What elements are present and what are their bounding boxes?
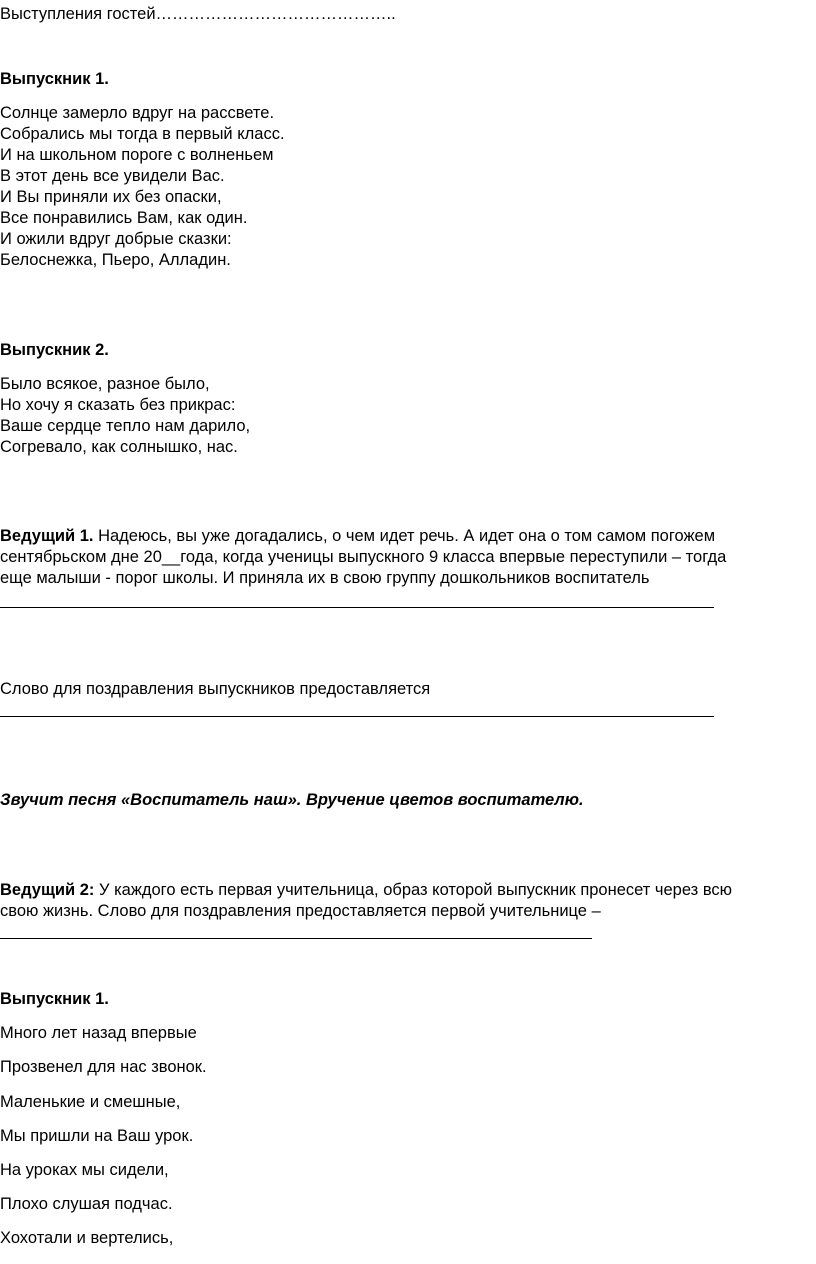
host1-label: Ведущий 1. [0,527,94,545]
block2-line: Согревало, как солнышко, нас. [0,438,238,456]
block1-line: Собрались мы тогда в первый класс. [0,125,285,143]
block1-line: В этот день все увидели Вас. [0,167,225,185]
block2-heading: Выпускник 2. [0,341,109,359]
congrats-line: Слово для поздравления выпускников предоставляется [0,680,431,698]
host1-paragraph-line [0,526,715,547]
block1-line: Белоснежка, Пьеро, Алладин. [0,251,231,269]
blank-rule [0,938,592,939]
block1-line: И Вы приняли их без опаски, [0,188,222,206]
block1-line: И ожили вдруг добрые сказки: [0,230,232,248]
block1-line: И на школьном пороге с волненьем [0,146,274,164]
block2-line: Ваше сердце тепло нам дарило, [0,417,251,435]
blank-rule [0,607,714,608]
intro-line: Выступления гостей…………………………………….. [0,5,396,23]
block3-heading: Выпускник 1. [0,990,109,1008]
block3-line: Много лет назад впервые [0,1024,197,1042]
host1-text: Надеюсь, вы уже догадались, о чем идет речь. А идет она о том самом погожем [93,527,716,545]
host2-text: У каждого есть первая учительница, образ которой выпускник пронесет через всю [94,881,733,899]
host1-paragraph-line: сентябрьском дне 20__года, когда ученицы выпускного 9 класса впервые переступили – тогда [0,548,727,566]
block2-line: Но хочу я сказать без прикрас: [0,396,236,414]
block1-line: Все понравились Вам, как один. [0,209,248,227]
block3-line: Плохо слушая подчас. [0,1195,173,1213]
block1-line: Солнце замерло вдруг на рассвете. [0,104,275,122]
host2-label: Ведущий 2: [0,881,95,899]
block1-heading: Выпускник 1. [0,70,109,88]
song-note: Звучит песня «Воспитатель наш». Вручение цветов воспитателю. [0,791,584,809]
blank-rule [0,716,714,717]
block3-line: Хохотали и вертелись, [0,1229,174,1247]
host2-paragraph-line: свою жизнь. Слово для поздравления предоставляется первой учительнице – [0,902,601,920]
block3-line: Мы пришли на Ваш урок. [0,1127,194,1145]
block2-line: Было всякое, разное было, [0,375,210,393]
block3-line: Прозвенел для нас звонок. [0,1058,207,1076]
host1-paragraph-line: еще малыши - порог школы. И приняла их в свою группу дошкольников воспитатель [0,569,650,587]
host2-paragraph-line [0,880,732,901]
block3-line: Маленькие и смешные, [0,1093,181,1111]
block3-line: На уроках мы сидели, [0,1161,169,1179]
